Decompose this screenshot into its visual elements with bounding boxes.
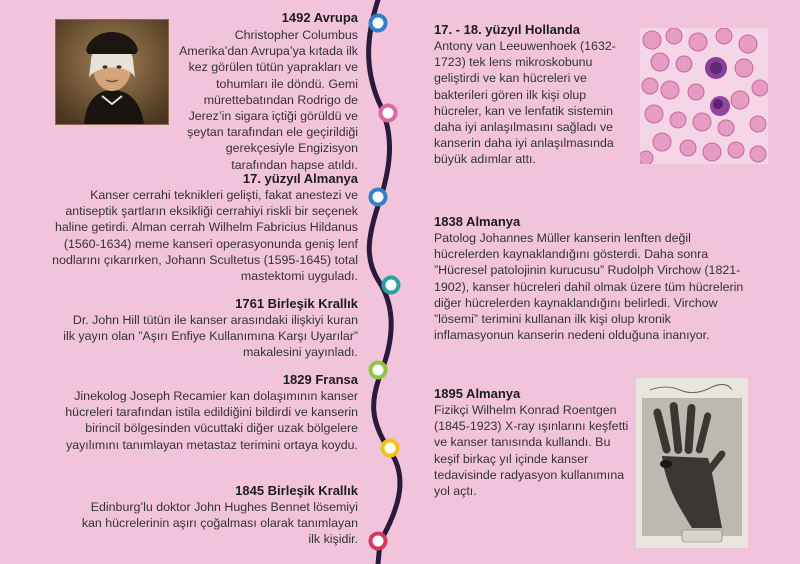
- entry-title: 1845 Birleşik Krallık: [235, 483, 358, 498]
- entry-text: Kanser cerrahi teknikleri gelişti, fakat anestezi ve antiseptik şartların eksikliği cerrahiyi riskli bir seçenek haline getirdi. Alman cerrah Wilhelm Fabricius Hildanus (1560-1634) meme kanseri operasyonunda geniş lenf nodlarını çıkarırken, Johann Scultetus (1595-1645) total mastektomi uyguladı.: [52, 188, 358, 284]
- entry-title: 17. - 18. yüzyıl Hollanda: [434, 22, 580, 37]
- timeline-entry-1829: [56, 372, 358, 453]
- entry-text: Antony van Leeuwenhoek (1632-1723) tek lens mikroskobunu geliştirdi ve kan hücreleri ve bakterileri gören ilk kişi olup hücreler, kan ve lenfatik sistemin daha iyi anlaşılmasını sağladı ve kanserin daha iyi anlaşılmasında büyük adımlar attı.: [434, 39, 616, 167]
- timeline-entry-1845: [70, 483, 358, 548]
- timeline-entry-1761: [60, 296, 358, 361]
- xray-hand-image: [636, 378, 748, 548]
- entry-title: 1492 Avrupa: [281, 10, 358, 25]
- entry-title: 1829 Fransa: [282, 372, 358, 387]
- timeline-node-1829: [371, 363, 386, 378]
- entry-text: Jinekolog Joseph Recamier kan dolaşımının kanser hücreleri tarafından istila edildiğini bildirdi ve kanserin birincil bölgesinden vücuttaki diğer uzak bölgelere yayılımını tanımlayan metastaz terimini ortaya koydu.: [65, 389, 358, 452]
- entry-title: 1761 Birleşik Krallık: [235, 296, 358, 311]
- timeline-node-1838: [384, 278, 399, 293]
- timeline-entry-1838: [434, 214, 752, 343]
- entry-title: 17. yüzyıl Almanya: [242, 171, 358, 186]
- timeline-node-1492: [371, 16, 386, 31]
- columbus-portrait: [55, 19, 169, 125]
- timeline-node-17-18-yuzyil: [381, 106, 396, 121]
- timeline-node-1895: [383, 441, 398, 456]
- entry-text: Dr. John Hill tütün ile kanser arasındaki ilişkiyi kuran ilk yayın olan ”Aşırı Enfiye Kullanımına Karşı Uyarılar” makalesini yayınladı.: [63, 313, 358, 360]
- timeline-entry-1492: [170, 10, 358, 26]
- entry-title: 1895 Almanya: [434, 386, 521, 401]
- entry-text: Christopher Columbus Amerika’dan Avrupa’ya kıtada ilk kez görülen tütün yaprakları ve tohumları ile döndü. Gemi mürettebatından Rodrigo de Jerez’in sigara içtiği görüldü ve şeytan tarafından ele geçirildiği gerekçesiyle Engizisyon tarafından hapse atıldı.: [179, 28, 358, 172]
- timeline-node-1845: [371, 534, 386, 549]
- entry-text: Patolog Johannes Müller kanserin lenften değil hücrelerden kaynaklandığını gösterdi. Daha sonra ”Hücresel patolojinin kurucusu” Rudolph Virchow (1821-1902), kanser hücreleri dahil olmak üzere tüm hücrelerin diğer hücrelerden kaynaklandığını belirledi. Virchow ”lösemi” terimini kullanan ilk kişi olup kronik inflamasyonun kanserin nedeni olduğuna inanıyor.: [434, 231, 744, 343]
- timeline-node-17-yuzyil: [371, 190, 386, 205]
- timeline-entry-17-18-yuzyil-hollanda: [434, 22, 634, 168]
- blood-cells-micrograph: [640, 28, 768, 164]
- timeline-entry-17-yuzyil-almanya: [46, 171, 358, 284]
- entry-title: 1838 Almanya: [434, 214, 521, 229]
- entry-text: Fizikçi Wilhelm Konrad Roentgen (1845-1923) X-ray ışınlarını keşfetti ve kanser tanısında kullandı. Bu keşif birkaç yıl içinde kanser tedavisinde radyasyon kullanımına yol açtı.: [434, 403, 629, 499]
- entry-text: Edinburg’lu doktor John Hughes Bennet lösemiyi kan hücrelerinin aşırı çoğalması olarak tanımlayan ilk kişidir.: [81, 500, 358, 547]
- timeline-entry-1492-body: [170, 27, 358, 173]
- timeline-entry-1895: [434, 386, 630, 499]
